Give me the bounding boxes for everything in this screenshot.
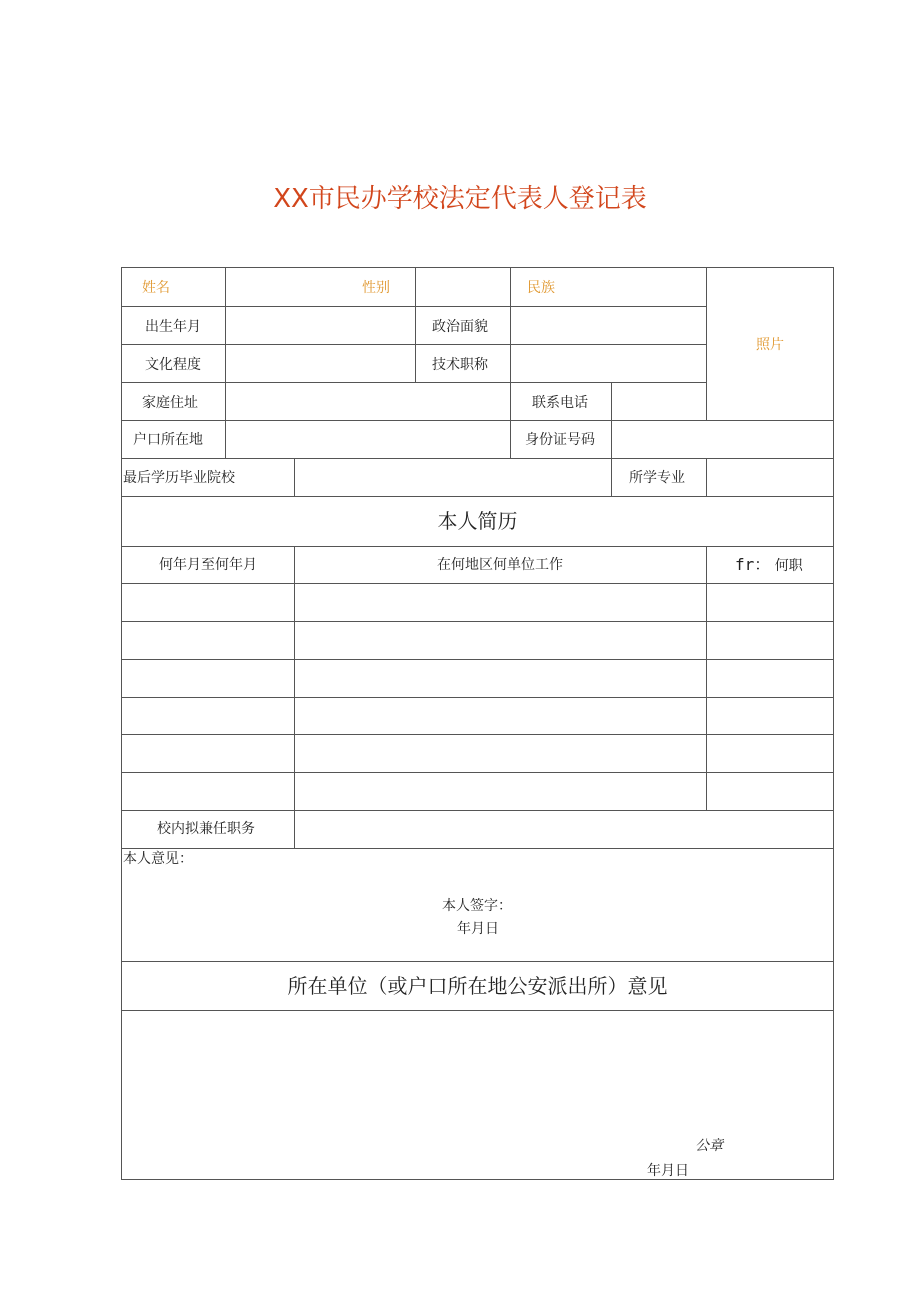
label-major: 所学专业 — [629, 470, 685, 486]
label-self-opinion: 本人意见： — [123, 851, 193, 867]
registration-form — [121, 267, 834, 1180]
photo-placeholder: 照片 — [756, 337, 784, 353]
col-divider — [706, 268, 707, 420]
col-divider — [611, 382, 612, 458]
row-divider — [122, 772, 833, 773]
label-birth: 出生年月 — [145, 319, 201, 335]
col-header-position-label: 何职 — [774, 558, 803, 574]
row-divider — [122, 306, 706, 307]
col-divider — [706, 546, 707, 810]
row-divider — [122, 1010, 833, 1011]
label-self-signature: 本人签字： — [442, 898, 512, 914]
row-divider — [122, 697, 833, 698]
row-divider — [122, 420, 833, 421]
label-tech-title: 技术职称 — [432, 357, 488, 373]
col-divider — [706, 458, 707, 496]
label-home-address: 家庭住址 — [142, 395, 198, 411]
col-header-position-prefix: fr： — [735, 555, 771, 574]
row-divider — [122, 546, 833, 547]
unit-opinion-heading: 所在单位（或户口所在地公安派出所）意见 — [287, 974, 668, 998]
col-divider — [294, 546, 295, 848]
label-unit-date: 年月日 — [647, 1163, 689, 1179]
row-divider — [122, 344, 706, 345]
label-hukou: 户口所在地 — [133, 432, 203, 448]
col-header-position — [735, 556, 803, 575]
row-divider — [122, 848, 833, 849]
col-divider — [225, 268, 226, 458]
label-self-date: 年月日 — [457, 921, 499, 937]
row-divider — [122, 496, 833, 497]
col-header-period: 何年月至何年月 — [159, 557, 257, 573]
label-gender: 性别 — [362, 280, 390, 296]
row-divider — [122, 734, 833, 735]
label-last-school: 最后学历毕业院校 — [123, 470, 235, 486]
row-divider — [122, 621, 833, 622]
row-divider — [122, 458, 833, 459]
label-school-position: 校内拟兼任职务 — [157, 821, 255, 837]
label-seal: 公章 — [695, 1138, 723, 1154]
page-title: XX市民办学校法定代表人登记表 — [273, 184, 647, 214]
col-divider — [415, 268, 416, 382]
col-divider — [510, 268, 511, 458]
label-phone: 联系电话 — [532, 395, 588, 411]
row-divider — [122, 659, 833, 660]
label-ethnicity: 民族 — [527, 280, 555, 296]
label-education: 文化程度 — [145, 357, 201, 373]
row-divider — [122, 961, 833, 962]
row-divider — [122, 583, 833, 584]
row-divider — [122, 810, 833, 811]
resume-heading: 本人简历 — [437, 509, 518, 533]
row-divider — [122, 382, 706, 383]
col-divider — [294, 458, 295, 496]
label-politics: 政治面貌 — [432, 319, 488, 335]
label-name: 姓名 — [142, 280, 170, 296]
col-header-workplace: 在何地区何单位工作 — [437, 557, 563, 573]
col-divider — [611, 458, 612, 496]
label-id-number: 身份证号码 — [525, 432, 595, 448]
